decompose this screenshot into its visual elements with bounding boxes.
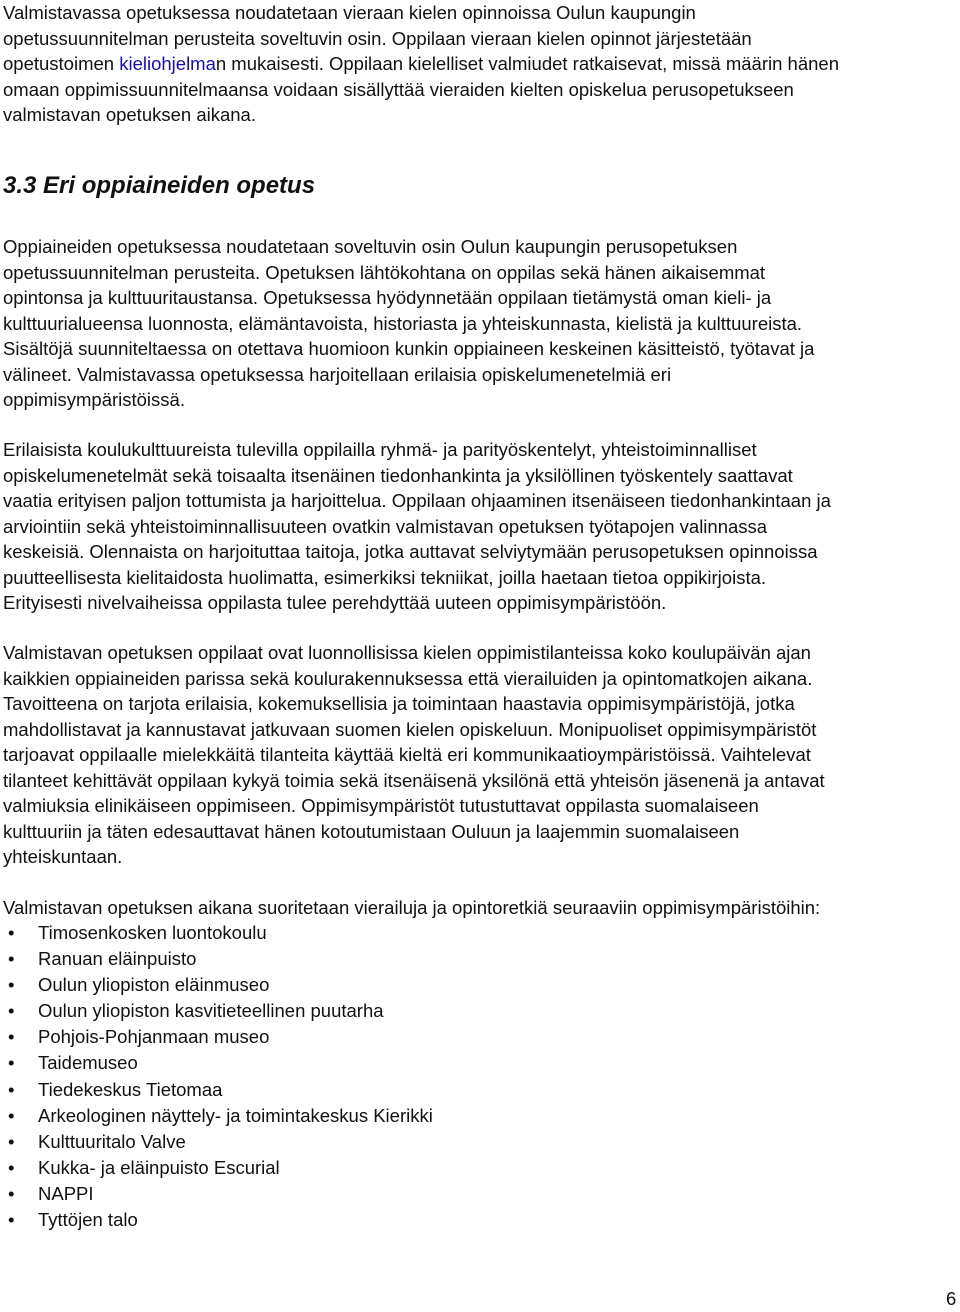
visits-list xyxy=(0,920,433,1233)
text-line: yhteiskuntaan. xyxy=(3,846,123,867)
list-item xyxy=(0,1024,433,1050)
list-item xyxy=(0,998,433,1024)
list-item xyxy=(0,1077,433,1103)
section-heading: 3.3 Eri oppiaineiden opetus xyxy=(3,172,316,199)
list-item-label: Tyttöjen talo xyxy=(38,1209,138,1231)
list-item-label: Tiedekeskus Tietomaa xyxy=(38,1078,223,1100)
text-line: tarjoavat oppilaalle mielekkäitä tilanteita käyttää kieltä eri kommunikaatioympäristöissä. Vaihtelevat xyxy=(3,744,811,765)
bullet-icon: • xyxy=(8,948,15,970)
paragraph-oppimisymparistot xyxy=(3,640,953,870)
text-line: opetussuunnitelman perusteita. Opetuksen lähtökohtana on oppilas sekä hänen aikaisemmat xyxy=(3,261,766,283)
list-item-label: Arkeologinen näyttely- ja toimintakeskus Kierikki xyxy=(38,1104,433,1126)
text-line: kulttuurialueensa luonnosta, elämäntavoista, historiasta ja yhteiskunnasta, kielistä ja kulttuureista. xyxy=(3,312,803,334)
bullet-icon: • xyxy=(8,1182,15,1204)
bullet-icon: • xyxy=(8,922,15,943)
list-item-label: Oulun yliopiston eläinmuseo xyxy=(38,974,270,996)
text-line: Sisältöjä suunniteltaessa on otettava huomioon kunkin oppiaineen keskeinen käsitteistö, työtavat ja xyxy=(3,338,815,359)
visits-intro xyxy=(3,895,953,921)
list-item-label: Taidemuseo xyxy=(38,1052,138,1074)
text-line: valmistavan opetuksen aikana. xyxy=(3,104,256,125)
list-item xyxy=(0,946,433,972)
text-line: opetussuunnitelman perusteita soveltuvin osin. Oppilaan vieraan kielen opinnot järjestetään xyxy=(3,27,752,49)
list-item-label: Pohjois-Pohjanmaan museo xyxy=(38,1026,270,1048)
list-item xyxy=(0,920,433,946)
text-line xyxy=(3,51,953,77)
list-item xyxy=(0,972,433,998)
list-item-label: Ranuan eläinpuisto xyxy=(38,948,197,970)
text-line: kulttuuriin ja täten edesauttavat hänen kotoutumistaan Ouluun ja laajemmin suomalaiseen xyxy=(3,820,740,842)
bullet-icon: • xyxy=(8,974,15,996)
bullet-icon: • xyxy=(8,1052,15,1074)
text-line: omaan oppimissuunnitelmaansa voidaan sisällyttää vieraiden kielten opiskelua perusopetukseen xyxy=(3,78,794,100)
bullet-icon: • xyxy=(8,1000,15,1022)
text-line: Oppiaineiden opetuksessa noudatetaan soveltuvin osin Oulun kaupungin perusopetuksen xyxy=(3,236,738,257)
text-line: puutteellisesta kielitaidosta huolimatta, esimerkiksi tekniikat, joilla haetaan tietoa oppikirjoista. xyxy=(3,566,767,588)
text-line: valmiuksia elinikäiseen oppimiseen. Oppimisympäristöt tutustuttavat oppilasta suomalaiseen xyxy=(3,795,759,816)
text-line: välineet. Valmistavassa opetuksessa harjoitellaan erilaisia opiskelumenetelmiä eri xyxy=(3,363,672,385)
text-fragment: n mukaisesti. Oppilaan kielelliset valmiudet ratkaisevat, missä määrin hänen xyxy=(215,53,839,74)
text-line: Erilaisista koulukulttuureista tulevilla oppilailla ryhmä- ja parityöskentelyt, yhteistoiminnalliset xyxy=(3,439,757,460)
text-line: keskeisiä. Olennaista on harjoituttaa taitoja, jotka auttavat selviytymään perusopetuksen opinnoissa xyxy=(3,541,818,562)
text-line: Valmistavassa opetuksessa noudatetaan vieraan kielen opinnoissa Oulun kaupungin xyxy=(3,2,696,23)
list-item-label: Timosenkosken luontokoulu xyxy=(38,922,267,943)
intro-paragraph xyxy=(3,0,953,128)
kieliohjelma-link[interactable]: kieliohjelma xyxy=(119,53,216,74)
paragraph-oppiaineiden-opetus xyxy=(3,234,953,413)
list-item-label: Kukka- ja eläinpuisto Escurial xyxy=(38,1156,280,1178)
bullet-icon: • xyxy=(8,1078,15,1100)
text-line: opintonsa ja kulttuuritaustansa. Opetuksessa hyödynnetään oppilaan tietämystä oman kieli- ja xyxy=(3,287,772,308)
text-line: opiskelumenetelmät sekä toisaalta itsenäinen tiedonhankinta ja yksilöllinen työskentely saattavat xyxy=(3,464,793,486)
text-line: oppimisympäristöissä. xyxy=(3,389,185,410)
text-line: Erityisesti nivelvaiheissa oppilasta tulee perehdyttää uuteen oppimisympäristöön. xyxy=(3,592,667,613)
text-line: kaikkien oppiaineiden parissa sekä koulurakennuksessa että vierailuiden ja opintomatkojen aikana. xyxy=(3,667,813,689)
list-item xyxy=(0,1050,433,1076)
bullet-icon: • xyxy=(8,1209,15,1231)
bullet-icon: • xyxy=(8,1156,15,1178)
text-fragment: opetustoimen xyxy=(3,53,120,74)
list-item-label: Kulttuuritalo Valve xyxy=(38,1130,186,1152)
text-line: Valmistavan opetuksen aikana suoritetaan vierailuja ja opintoretkiä seuraaviin oppimisympäristöihin: xyxy=(3,897,821,918)
text-line: arviointiin sekä yhteistoiminnallisuuteen ovatkin valmistavan opetuksen työtapojen valinnassa xyxy=(3,515,768,537)
text-line: Tavoitteena on tarjota erilaisia, kokemuksellisia ja toimintaan haastavia oppimisympäristöjä, jotka xyxy=(3,693,795,714)
text-line: tilanteet kehittävät oppilaan kykyä toimia sekä itsenäisenä yksilönä että yhteisön jäsenenä ja antavat xyxy=(3,769,825,791)
text-line: vaatia erityisen paljon tottumista ja harjoittelua. Oppilaan ohjaaminen itsenäiseen tiedonhankintaan ja xyxy=(3,490,831,511)
bullet-icon: • xyxy=(8,1026,15,1048)
bullet-icon: • xyxy=(8,1130,15,1152)
text-line: Valmistavan opetuksen oppilaat ovat luonnollisissa kielen oppimistilanteissa koko koulupäivän ajan xyxy=(3,642,811,663)
text-line: mahdollistavat ja kannustavat jatkuvaan suomen kielen opiskeluun. Monipuoliset oppimisympäristöt xyxy=(3,718,817,740)
list-item-label: Oulun yliopiston kasvitieteellinen puutarha xyxy=(38,1000,384,1022)
bullet-icon: • xyxy=(8,1104,15,1126)
list-item xyxy=(0,1155,433,1181)
list-item xyxy=(0,1207,433,1233)
list-item xyxy=(0,1103,433,1129)
list-item xyxy=(0,1129,433,1155)
list-item-label: NAPPI xyxy=(38,1182,94,1204)
list-item xyxy=(0,1181,433,1207)
paragraph-koulukulttuurit xyxy=(3,437,953,616)
page-number: 6 xyxy=(946,1288,957,1309)
